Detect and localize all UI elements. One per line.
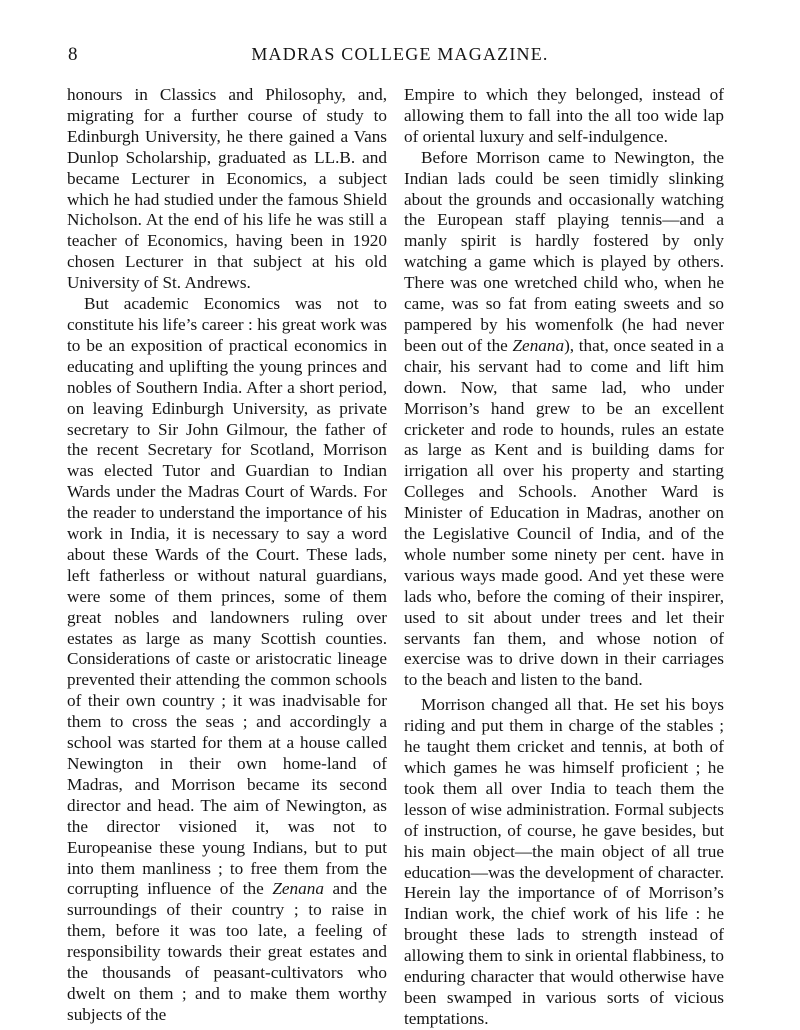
page-number: 8 [68,44,78,65]
right-paragraph-3: Morrison changed all that. He set his boys riding and put them in charge of the stables ; he taught them cricket and tennis, at both of which games he was himself proficient ; he took them all over India to teach them the lesson of wise administration. Formal subjects of instruction, of course, he gave besides, but his main object—the main object of all true education—was the development of character. Herein lay the importance of of Morrison’s Indian work, the chief work of his life : he brought these lads to strength instead of allowing them to sink in oriental flabbiness, to enduring character that would otherwise have been swamped in various sorts of vicious temptations. [404,695,724,1028]
right-paragraph-2-part-a: Before Morrison came to Newington, the Indian lads could be seen timidly slinking about the grounds and occasionally watching the European staff playing tennis—and a manly spirit is hardly fostered by only watching a game which is played by others. There was one wretched child who, when he came, was so fat from eating sweets and so pampered by his womenfolk (he had never been out of the [404,147,724,355]
page-header [0,44,800,74]
left-paragraph-1: honours in Classics and Philosophy, and, migrating for a further course of study to Edinburgh University, he there gained a Vans Dunlop Scholarship, graduated as LL.B. and became Lecturer in Economics, a subject which he had studied under the famous Shield Nicholson. At the end of his life he was still a teacher of Economics, having been in 1920 chosen Lecturer in that subject at his old University of St. Andrews. [67,85,387,293]
left-paragraph-2-part-a: But academic Economics was not to constitute his life’s career : his great work was to be an exposition of practical economics in educating and uplifting the young princes and nobles of Southern India. After a short period, on leaving Edinburgh University, as private secretary to Sir John Gilmour, the father of the recent Secretary for Scotland, Morrison was elected Tutor and Guardian to Indian Wards under the Madras Court of Wards. For the reader to understand the importance of his work in India, it is necessary to say a word about these Wards of the Court. These lads, left fatherless or without natural guardians, were some of them princes, some of them great nobles and landowners ruling over estates as large as many Scottish counties. Considerations of caste or aristocratic lineage prevented their attending the common schools of their own country ; it was inadvisable for them to cross the seas ; and accordingly a school was started for them at a house called Newington in their own home-land of Madras, and Morrison became its second director and head. The aim of Newington, as the director visioned it, was not to Europeanise these young Indians, but to put into them manliness ; to free them from the corrupting influence of the [67,294,387,899]
right-column [404,85,724,1030]
left-paragraph-2 [67,294,387,1026]
right-paragraph-2 [404,148,724,692]
left-column [67,85,387,1026]
right-paragraph-2-part-b: ), that, once seated in a chair, his servant had to come and lift him down. Now, that same lad, who under Morrison’s hand grew to be an excellent cricketer and rode to hounds, rules an estate as large as Kent and is building dams for irrigation all over his property and starting Colleges and Schools. Another Ward is Minister of Education in Madras, another on the Legislative Council of India, and of the whole number some ninety per cent. have in various ways made good. And yet these were lads who, before the coming of their inspirer, used to sit about under trees and let their servants fan them, and whose notion of exercise was to drive down in their carriages to the beach and listen to the band. [404,335,724,690]
running-title: MADRAS COLLEGE MAGAZINE. [251,44,549,64]
left-paragraph-2-part-b: and the surroundings of their country ; to raise in them, before it was too late, a feeling of responsibility towards their great estates and the thousands of peasant-cultivators who dwelt on them ; and to make them worthy subjects of the [67,879,387,1024]
zenana-italic: Zenana [272,879,324,899]
zenana-italic: Zenana [512,335,565,355]
right-paragraph-1: Empire to which they belonged, instead of allowing them to fall into the all too wide lap of oriental luxury and self-indulgence. [404,85,724,146]
